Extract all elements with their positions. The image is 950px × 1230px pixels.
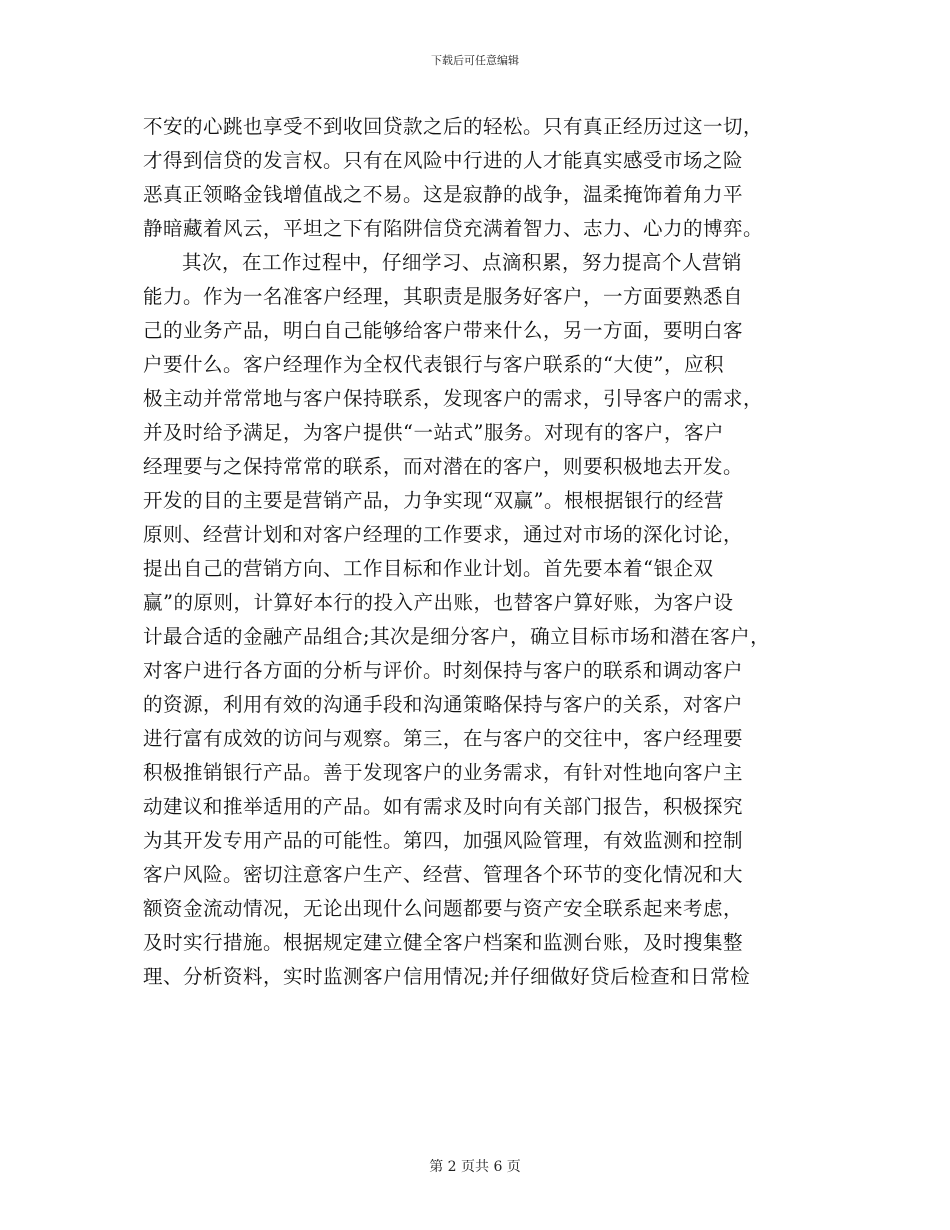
text-line: 并及时给予满足，为客户提供“一站式”服务。对现有的客户，客户 — [143, 421, 724, 444]
text-line: 经理要与之保持常常的联系，而对潜在的客户，则要积极地去开发。 — [143, 455, 744, 478]
text-line: 提出自己的营销方向、工作目标和作业计划。首先要本着“银企双 — [143, 557, 714, 580]
text-line: 客户风险。密切注意客户生产、经营、管理各个环节的变化情况和大 — [143, 863, 744, 886]
text-line: 动建议和推举适用的产品。如有需求及时向有关部门报告，积极探究 — [143, 795, 744, 818]
text-line: 计最合适的金融产品组合;其次是细分客户，确立目标市场和潜在客户， — [143, 625, 771, 648]
text-line: 原则、经营计划和对客户经理的工作要求，通过对市场的深化讨论， — [143, 523, 744, 546]
text-line: 及时实行措施。根据规定建立健全客户档案和监测台账，及时搜集整 — [143, 931, 744, 954]
page-footer: 第 2 页共 6 页 — [429, 1159, 521, 1175]
text-line: 才得到信贷的发言权。只有在风险中行进的人才能真实感受市场之险 — [143, 149, 744, 172]
text-line: 户要什么。客户经理作为全权代表银行与客户联系的“大使”，应积 — [143, 353, 724, 376]
text-line: 积极推销银行产品。善于发现客户的业务需求，有针对性地向客户主 — [143, 761, 744, 784]
document-body — [143, 110, 823, 994]
text-line: 极主动并常常地与客户保持联系，发现客户的需求，引导客户的需求， — [143, 387, 764, 410]
page-header: 下载后可任意编辑 — [431, 54, 519, 67]
text-line: 静暗藏着风云，平坦之下有陷阱信贷充满着智力、志力、心力的博弈。 — [143, 217, 764, 240]
text-line: 额资金流动情况，无论出现什么问题都要与资产安全联系起来考虑， — [143, 897, 744, 920]
text-line: 理、分析资料，实时监测客户信用情况;并仔细做好贷后检查和日常检 — [143, 965, 751, 988]
paragraph-first-line: 其次，在工作过程中，仔细学习、点滴积累，努力提高个人营销 — [182, 251, 743, 274]
text-line: 赢”的原则，计算好本行的投入产出账，也替客户算好账，为客户设 — [143, 591, 734, 614]
text-line: 恶真正领略金钱增值战之不易。这是寂静的战争，温柔掩饰着角力平 — [143, 183, 744, 206]
text-line: 不安的心跳也享受不到收回贷款之后的轻松。只有真正经历过这一切， — [143, 115, 764, 138]
text-line: 开发的目的主要是营销产品，力争实现“双赢”。根根据银行的经营 — [143, 489, 724, 512]
text-line: 对客户进行各方面的分析与评价。时刻保持与客户的联系和调动客户 — [143, 659, 744, 682]
text-line: 己的业务产品，明白自己能够给客户带来什么，另一方面，要明白客 — [143, 319, 744, 342]
text-line: 为其开发专用产品的可能性。第四，加强风险管理，有效监测和控制 — [143, 829, 744, 852]
text-line: 能力。作为一名准客户经理，其职责是服务好客户，一方面要熟悉自 — [143, 285, 744, 308]
text-line: 进行富有成效的访问与观察。第三，在与客户的交往中，客户经理要 — [143, 727, 744, 750]
text-line: 的资源，利用有效的沟通手段和沟通策略保持与客户的关系，对客户 — [143, 693, 744, 716]
